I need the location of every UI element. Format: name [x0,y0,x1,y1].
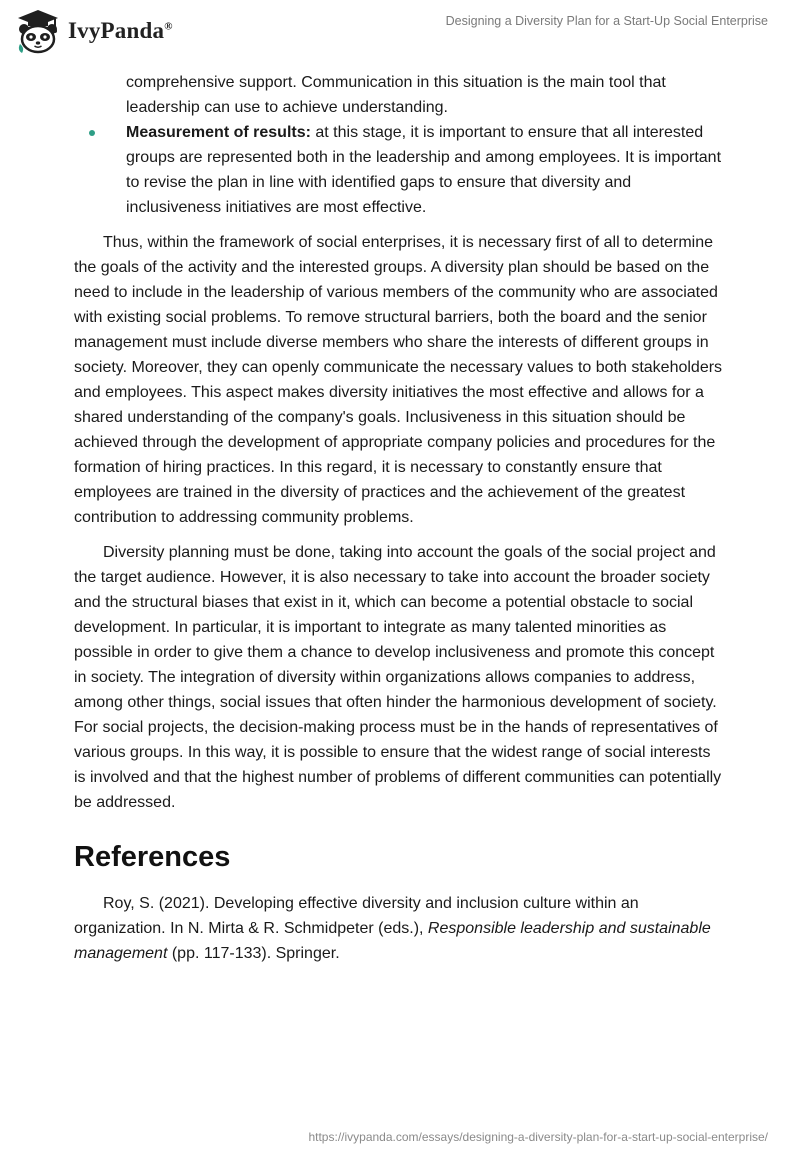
document-title: Designing a Diversity Plan for a Start-Up Social Enterprise [445,14,768,28]
bullet-list [74,70,724,220]
panda-logo-icon [14,8,62,54]
reference-source-title: Responsible leadership and sustainable management [74,920,711,962]
ivypanda-logo[interactable] [14,8,173,54]
references-heading: References [74,841,231,873]
page-header [0,0,800,62]
essay-content [74,70,724,966]
list-item-continuation: comprehensive support. Communication in this situation is the main tool that leadership can use to achieve understanding. [126,74,666,116]
body-paragraph: Diversity planning must be done, taking into account the goals of the social project and the target audience. However, it is also necessary to take into account the broader society and the structural biases that exist in it, which can become a potential obstacle to social development. In particular, it is important to integrate as many talented minorities as possible in order to give them a chance to develop inclusiveness and promote this concept in society. The integration of diversity within organizations allows companies to address, among other things, social issues that often hinder the harmonious development of society. For social projects, the decision-making process must be in the hands of representatives of various groups. In this way, it is possible to ensure that the widest range of social interests is involved and that the highest number of problems of different communities can potentially be addressed. [74,544,722,811]
bullet-label: Measurement of results: [126,124,311,141]
source-url[interactable]: https://ivypanda.com/essays/designing-a-diversity-plan-for-a-start-up-social-enterprise/ [308,1130,768,1144]
logo-text: IvyPanda® [68,18,173,43]
body-paragraph: Thus, within the framework of social enterprises, it is necessary first of all to determine the goals of the activity and the interested groups. A diversity plan should be based on the need to include in the leadership of various members of the community who are associated with existing social problems. To remove structural barriers, both the board and the senior management must include diverse members who share the interests of different groups in society. Moreover, they can openly communicate the necessary values to both stakeholders and employees. This aspect makes diversity initiatives the most effective and allows for a shared understanding of the company's goals. Inclusiveness in this situation should be achieved through the development of appropriate company policies and procedures for the formation of hiring practices. In this regard, it is necessary to constantly ensure that employees are trained in the diversity of practices and the achievement of the greatest contribution to addressing community problems. [74,234,723,526]
bullet-text: at this stage, it is important to ensure that all interested groups are represented both in the leadership and among employees. It is important to revise the plan in line with identified gaps to ensure that diversity and inclusiveness initiatives are most effective. [126,124,722,216]
reference-entry: Roy, S. (2021). Developing effective diversity and inclusion culture within an organization. In N. Mirta & R. Schmidpeter (eds.), Responsible leadership and sustainable management (pp. 117-133). Springer. [74,895,711,962]
list-item-measurement [74,120,724,220]
